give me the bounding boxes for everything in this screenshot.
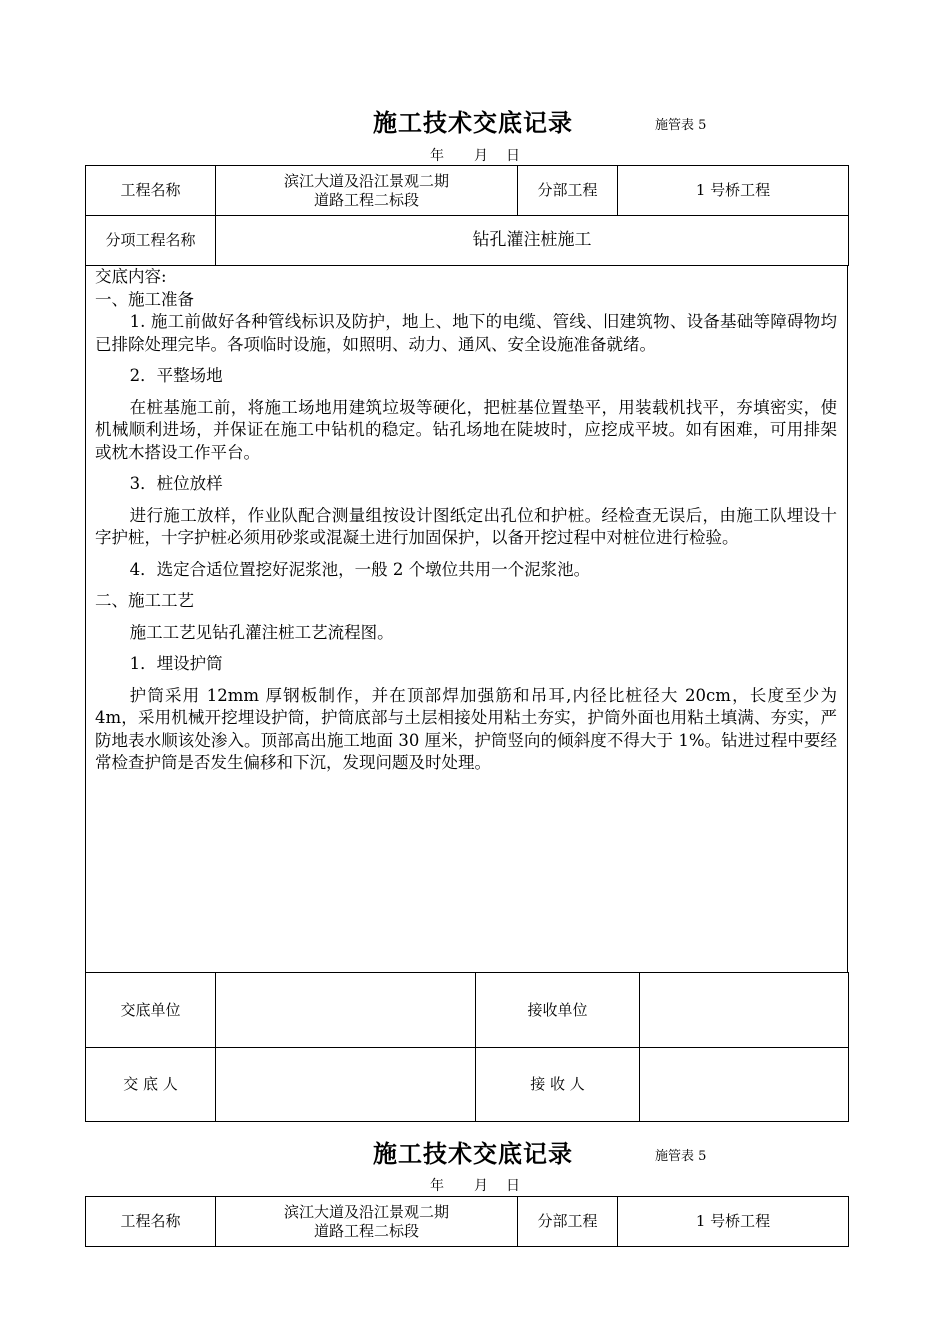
para-4: 4．选定合适位置挖好泥浆池，一般 2 个墩位共用一个泥浆池。: [129, 559, 591, 579]
receiver-label: 接 收 人: [476, 1048, 640, 1122]
issuer-label: 交 底 人: [86, 1048, 216, 1122]
page-2-date-month: 月: [474, 1178, 488, 1194]
content-body: [86, 266, 846, 971]
section-2-title: 二、施工工艺: [95, 591, 194, 610]
para-2-title: 2．平整场地: [129, 366, 223, 385]
receiver-unit-field[interactable]: [640, 973, 849, 1048]
content-heading: 交底内容:: [95, 267, 167, 286]
form-code: 施管表 5: [655, 118, 707, 133]
page-2-title: 施工技术交底记录: [373, 1139, 573, 1168]
subitem-label: 分项工程名称: [86, 216, 216, 266]
date-line: [430, 145, 520, 165]
receiver-unit-label: 接收单位: [476, 973, 640, 1048]
issuer-unit-field[interactable]: [216, 973, 476, 1048]
page-title: 施工技术交底记录: [373, 108, 573, 137]
para-2: 在桩基施工前，将施工场地用建筑垃圾等硬化，把桩基位置垫平，用装载机找平，夯填密实，使机械顺利进场，并保证在施工中钻机的稳定。钻孔场地在陡坡时，应挖成平坡。如有困难，可用排架或枕木搭设工作平台。: [95, 397, 837, 462]
para-3: 进行施工放样，作业队配合测量组按设计图纸定出孔位和护桩。经检查无误后，由施工队埋设十字护桩，十字护桩必须用砂浆或混凝土进行加固保护，以备开挖过程中对桩位进行检验。: [95, 505, 837, 547]
para-6: 护筒采用 12mm 厚钢板制作，并在顶部焊加强筋和吊耳,内径比桩径大 20cm，长度至少为 4m，采用机械开挖埋设护筒，护筒底部与土层相接处用粘土夯实，护筒外面也用粘土填满、夯实，严防地表水顺该处渗入。顶部高出施工地面 30 厘米，护筒竖向的倾斜度不得大于 1%。钻进过程中要经常检查护筒是否发生偏移和下沉，发现问题及时处理。: [95, 685, 837, 772]
page-2-project-name-value: [216, 1197, 518, 1247]
date-year: 年: [430, 148, 444, 164]
division-label: 分部工程: [518, 166, 618, 216]
page-2-info-table: [85, 1196, 849, 1247]
project-name-value: [216, 166, 518, 216]
page-2-division-label: 分部工程: [518, 1197, 618, 1247]
receiver-field[interactable]: [640, 1048, 849, 1122]
signoff-table: [85, 972, 849, 1122]
page-2-date-line: [430, 1175, 520, 1195]
project-name-line2: 道路工程二标段: [313, 190, 419, 209]
date-month: 月: [474, 148, 488, 164]
issuer-field[interactable]: [216, 1048, 476, 1122]
project-name-line1: 滨江大道及沿江景观二期: [283, 171, 449, 190]
division-value: 1 号桥工程: [618, 166, 849, 216]
section-1-title: 一、施工准备: [95, 289, 194, 309]
para-3-title: 3．桩位放样: [129, 474, 223, 493]
date-day: 日: [506, 148, 520, 164]
para-5: 施工工艺见钻孔灌注桩工艺流程图。: [129, 622, 394, 642]
para-6-title: 1．埋设护筒: [129, 654, 223, 673]
para-1: 1. 施工前做好各种管线标识及防护，地上、地下的电缆、管线、旧建筑物、设备基础等障碍物均已排除处理完毕。各项临时设施，如照明、动力、通风、安全设施准备就绪。: [95, 312, 837, 354]
page-2-project-name-line1: 滨江大道及沿江景观二期: [283, 1202, 449, 1221]
page-2-project-name-label: 工程名称: [86, 1197, 216, 1247]
project-name-label: 工程名称: [86, 166, 216, 216]
page-2-project-name-line2: 道路工程二标段: [313, 1221, 419, 1240]
page-2-date-year: 年: [430, 1178, 444, 1194]
subitem-value: 钻孔灌注桩施工: [216, 216, 849, 266]
page-2-division-value: 1 号桥工程: [618, 1197, 849, 1247]
page-2-date-day: 日: [506, 1178, 520, 1194]
issuer-unit-label: 交底单位: [86, 973, 216, 1048]
info-table: [85, 165, 849, 266]
page-2-form-code: 施管表 5: [655, 1149, 707, 1164]
